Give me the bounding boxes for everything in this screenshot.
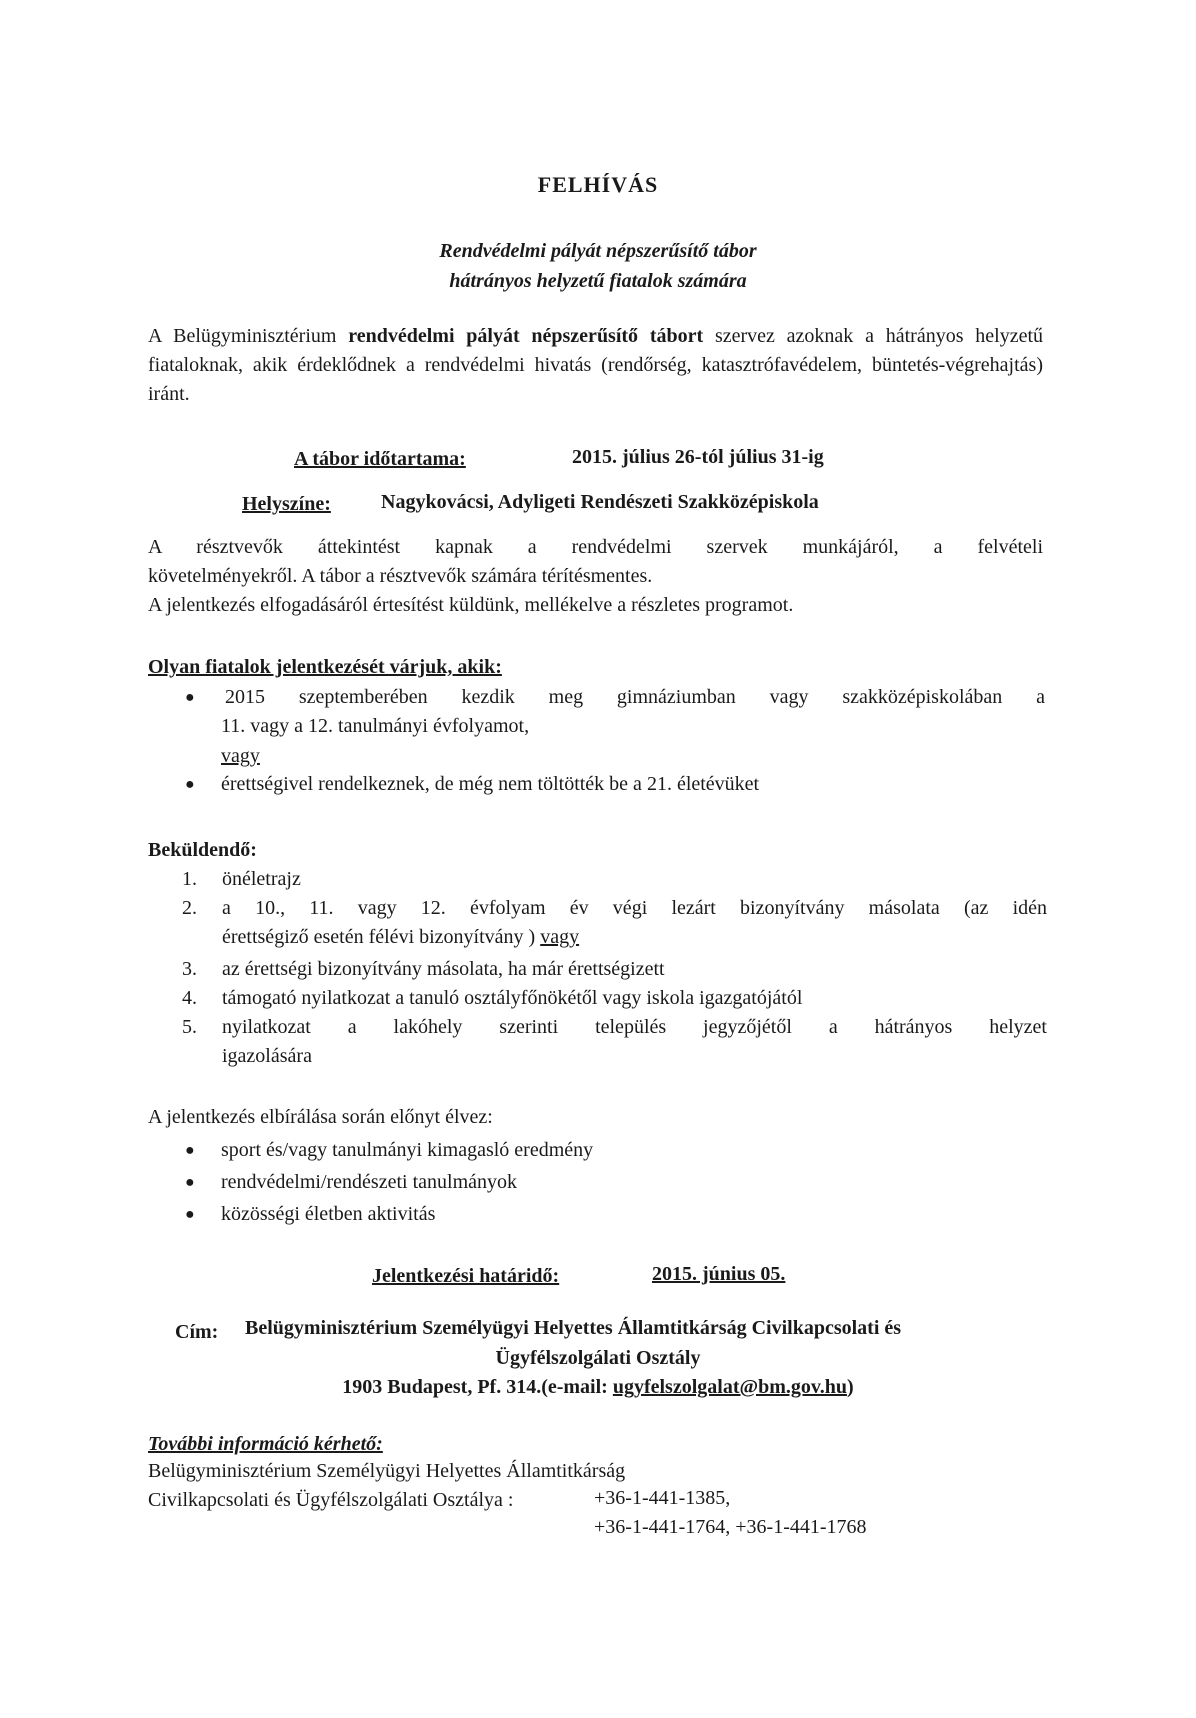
submit-heading: Beküldendő: (148, 839, 257, 861)
intro-text-post: szervez azoknak a hátrányos helyzetű fiataloknak, akik érdeklődnek a rendvédelmi hivatás (rendőrség, katasztrófavédelem, büntetés-végrehajtás) iránt. (148, 325, 1044, 405)
more-info-line-1: Belügyminisztérium Személyügyi Helyettes Államtitkárság (148, 1460, 626, 1482)
submit-item-text: nyilatkozat a lakóhely szerinti település jegyzőjétől a hátrányos helyzet (222, 1016, 1047, 1038)
address-line-2: Ügyfélszolgálati Osztály (495, 1347, 701, 1369)
bullet-icon: ● (185, 1142, 195, 1159)
submit-item-text: önéletrajz (222, 868, 301, 890)
submit-item-number: 2. (182, 897, 197, 919)
advantage-item-2 (185, 1168, 517, 1197)
info-line-1: A résztvevők áttekintést kapnak a rendvédelmi szervek munkájáról, a felvételi (148, 536, 1043, 558)
advantage-item-3 (185, 1200, 435, 1229)
intro-text-pre: A Belügyminisztérium (148, 325, 349, 347)
address-line-1: Belügyminisztérium Személyügyi Helyettes Államtitkárság Civilkapcsolati és (245, 1317, 902, 1339)
submit-item-2 (182, 894, 1047, 952)
duration-value: 2015. július 26-tól július 31-ig (572, 446, 824, 468)
subtitle-line-1: Rendvédelmi pályát népszerűsítő tábor (439, 240, 757, 262)
eligibility-item-1 (185, 683, 1045, 741)
intro-text-bold: rendvédelmi pályát népszerűsítő tábort (348, 325, 704, 347)
submit-item-or: vagy (540, 926, 580, 948)
submit-item-3 (182, 955, 1047, 984)
more-info-line-2: Civilkapcsolati és Ügyfélszolgálati Osztálya : (148, 1489, 514, 1511)
submit-item-number: 5. (182, 1016, 197, 1038)
location-label-text: Helyszíne: (242, 493, 331, 515)
advantage-item-text: rendvédelmi/rendészeti tanulmányok (221, 1171, 518, 1193)
address-close-paren: ) (847, 1376, 854, 1398)
location-value: Nagykovácsi, Adyligeti Rendészeti Szakközépiskola (381, 491, 819, 513)
intro-paragraph (148, 322, 1043, 409)
submit-item-text-cont: érettségiző esetén félévi bizonyítvány ) (222, 926, 541, 948)
submit-item-5 (182, 1013, 1047, 1071)
address-line-3 (0, 1373, 1196, 1402)
deadline-value: 2015. június 05. (652, 1263, 786, 1285)
subtitle-line-2: hátrányos helyzetű fiatalok számára (449, 270, 747, 292)
document-title: FELHÍVÁS (537, 172, 659, 197)
submit-item-text: az érettségi bizonyítvány másolata, ha már érettségizett (222, 958, 665, 980)
advantage-item-1 (185, 1136, 593, 1165)
submit-item-number: 1. (182, 868, 197, 890)
duration-label (294, 445, 466, 474)
bullet-icon: ● (185, 1206, 195, 1223)
bullet-icon: ● (185, 776, 195, 793)
submit-item-text-cont: igazolására (222, 1045, 312, 1067)
submit-item-2-line-2 (222, 923, 1047, 952)
more-info-heading: További információ kérhető: (148, 1433, 383, 1455)
bullet-icon: ● (185, 1174, 195, 1191)
eligibility-or: vagy (221, 745, 260, 767)
info-line-2: követelményekről. A tábor a résztvevők számára térítésmentes. (148, 565, 653, 587)
submit-item-1 (182, 865, 1047, 894)
eligibility-item-2 (185, 770, 1045, 799)
phone-2: +36-1-441-1764, +36-1-441-1768 (594, 1516, 867, 1538)
advantage-item-text: sport és/vagy tanulmányi kimagasló eredmény (221, 1139, 594, 1161)
advantage-item-text: közösségi életben aktivitás (221, 1203, 436, 1225)
advantage-intro: A jelentkezés elbírálása során előnyt élvez: (148, 1106, 493, 1128)
duration-label-text: A tábor időtartama: (294, 448, 466, 470)
submit-item-4 (182, 984, 1047, 1013)
location-label (242, 490, 331, 519)
deadline-label: Jelentkezési határidő: (372, 1265, 560, 1287)
submit-item-number: 4. (182, 987, 197, 1009)
eligibility-item-1-line-2: 11. vagy a 12. tanulmányi évfolyamot, (221, 715, 530, 737)
info-line-3: A jelentkezés elfogadásáról értesítést küldünk, mellékelve a részletes programot. (148, 594, 794, 616)
eligibility-heading: Olyan fiatalok jelentkezését várjuk, akik: (148, 656, 502, 678)
address-postal: 1903 Budapest, Pf. 314.(e-mail: (342, 1376, 613, 1398)
submit-item-number: 3. (182, 958, 197, 980)
phone-1: +36-1-441-1385, (594, 1487, 731, 1509)
eligibility-item-1-line-1: 2015 szeptemberében kezdik meg gimnáziumban vagy szakközépiskolában a (225, 686, 1045, 708)
email-link[interactable]: ugyfelszolgalat@bm.gov.hu (612, 1376, 848, 1398)
submit-item-text: a 10., 11. vagy 12. évfolyam év végi lezárt bizonyítvány másolata (az idén (222, 897, 1047, 919)
submit-item-text: támogató nyilatkozat a tanuló osztályfőnökétől vagy iskola igazgatójától (222, 987, 803, 1009)
eligibility-item-2-text: érettségivel rendelkeznek, de még nem töltötték be a 21. életévüket (221, 773, 760, 795)
bullet-icon: ● (185, 689, 195, 706)
address-label: Cím: (175, 1321, 219, 1343)
